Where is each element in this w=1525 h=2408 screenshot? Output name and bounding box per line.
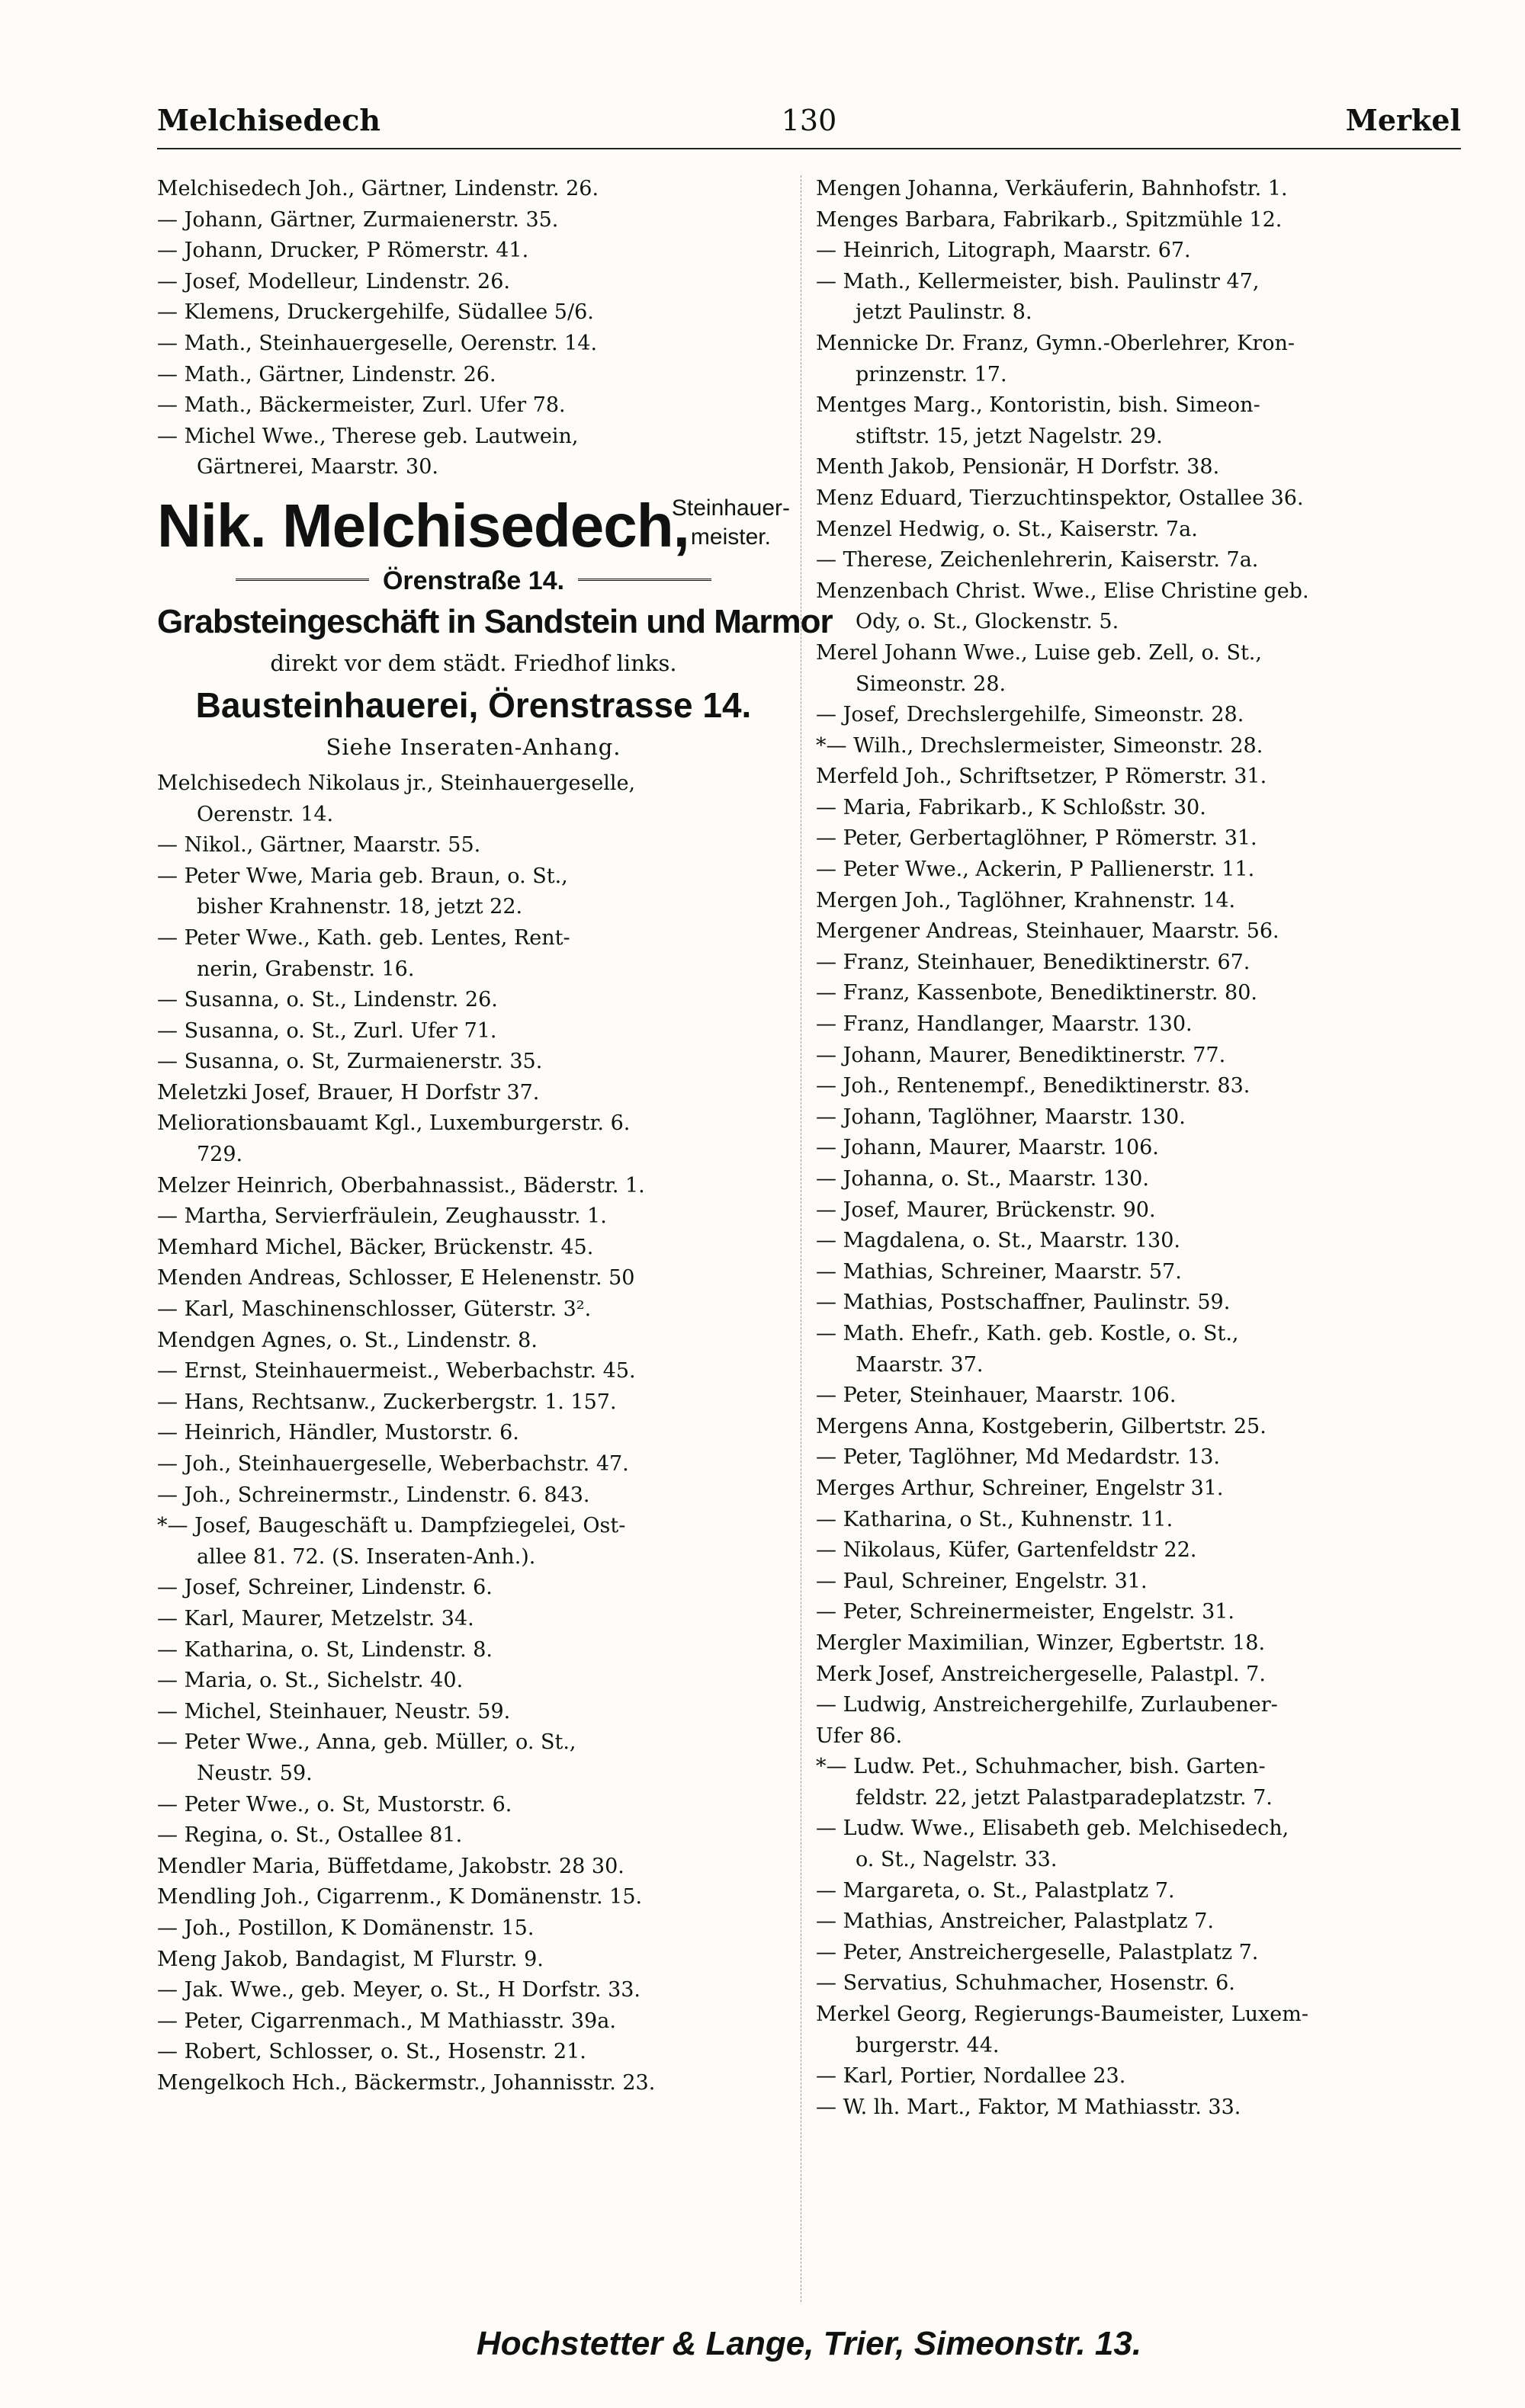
directory-entry: stiftstr. 15, jetzt Nagelstr. 29.: [856, 424, 1163, 448]
directory-entry: Neustr. 59.: [197, 1761, 313, 1785]
directory-entry: Mengelkoch Hch., Bäckermstr., Johannisstr. 23.: [157, 2070, 656, 2095]
directory-entry: — Math., Gärtner, Lindenstr. 26.: [157, 362, 496, 386]
directory-entry: *— Ludw. Pet., Schuhmacher, bish. Garten-: [816, 1755, 1266, 1779]
directory-entry: — Maria, o. St., Sichelstr. 40.: [157, 1669, 464, 1693]
directory-entry: — Peter, Cigarrenmach., M Mathiasstr. 39a.: [157, 2009, 616, 2033]
directory-entry: — Karl, Maurer, Metzelstr. 34.: [157, 1606, 474, 1630]
directory-entry: Mennicke Dr. Franz, Gymn.-Oberlehrer, Kron-: [816, 331, 1295, 355]
right-entries: [816, 174, 1449, 2123]
directory-entry: — Heinrich, Litograph, Maarstr. 67.: [816, 239, 1191, 263]
directory-entry: — Franz, Steinhauer, Benediktinerstr. 67.: [816, 950, 1250, 974]
directory-entry: — Susanna, o. St., Zurl. Ufer 71.: [157, 1018, 497, 1043]
directory-entry: — Math., Kellermeister, bish. Paulinstr 47,: [816, 269, 1260, 293]
directory-entry: — Regina, o. St., Ostallee 81.: [157, 1823, 463, 1848]
directory-entry: *— Wilh., Drechslermeister, Simeonstr. 28.: [816, 733, 1263, 758]
ad-role-line2: meister.: [690, 524, 771, 550]
ad-role-line1: Steinhauer-: [671, 495, 790, 521]
directory-entry: — Joh., Steinhauergeselle, Weberbachstr. 47.: [157, 1452, 629, 1476]
directory-entry: — Mathias, Anstreicher, Palastplatz 7.: [816, 1909, 1214, 1934]
directory-entry: Menzenbach Christ. Wwe., Elise Christine geb.: [816, 579, 1309, 603]
directory-entry: — Peter Wwe, Maria geb. Braun, o. St.,: [157, 864, 568, 888]
directory-entry: Ody, o. St., Glockenstr. 5.: [856, 610, 1119, 634]
directory-entry: — Klemens, Druckergehilfe, Südallee 5/6.: [157, 300, 594, 325]
directory-entry: — Katharina, o St., Kuhnenstr. 11.: [816, 1507, 1173, 1531]
directory-entry: — Peter, Gerbertaglöhner, P Römerstr. 31.: [816, 826, 1257, 851]
directory-entry: — Joh., Rentenempf., Benediktinerstr. 83.: [816, 1074, 1250, 1098]
left-entries-bottom: [157, 768, 790, 2099]
directory-entry: Maarstr. 37.: [856, 1352, 984, 1377]
directory-entry: Mendling Joh., Cigarrenm., K Domänenstr. 15.: [157, 1885, 643, 1909]
directory-entry: Mergen Joh., Taglöhner, Krahnenstr. 14.: [816, 888, 1236, 912]
directory-entry: — Ludwig, Anstreichergehilfe, Zurlaubener-: [816, 1693, 1278, 1717]
directory-entry: — Robert, Schlosser, o. St., Hosenstr. 21.: [157, 2040, 586, 2064]
directory-entry: Meliorationsbauamt Kgl., Luxemburgerstr. 6.: [157, 1111, 631, 1136]
ad-address-text: Örenstraße 14.: [382, 566, 565, 595]
directory-entry: — Martha, Servierfräulein, Zeughausstr. 1.: [157, 1204, 607, 1229]
directory-entry: — Johann, Maurer, Benediktinerstr. 77.: [816, 1043, 1226, 1067]
directory-entry: — Josef, Maurer, Brückenstr. 90.: [816, 1198, 1156, 1222]
directory-entry: Merel Johann Wwe., Luise geb. Zell, o. St.,: [816, 640, 1262, 665]
header-last-entry: Merkel: [1345, 103, 1461, 137]
directory-entry: Oerenstr. 14.: [197, 802, 334, 826]
directory-entry: — Josef, Schreiner, Lindenstr. 6.: [157, 1576, 493, 1600]
directory-entry: Meng Jakob, Bandagist, M Flurstr. 9.: [157, 1947, 544, 1971]
directory-entry: prinzenstr. 17.: [856, 362, 1007, 386]
directory-entry: — Peter, Taglöhner, Md Medardstr. 13.: [816, 1445, 1220, 1470]
directory-entry: Menges Barbara, Fabrikarb., Spitzmühle 12.: [816, 207, 1283, 232]
directory-entry: — Math. Ehefr., Kath. geb. Kostle, o. St.,: [816, 1321, 1239, 1345]
ad-location: direkt vor dem städt. Friedhof links.: [270, 649, 677, 676]
directory-entry: — Ludw. Wwe., Elisabeth geb. Melchisedech,: [816, 1816, 1289, 1841]
directory-entry: — Math., Steinhauergeselle, Oerenstr. 14.: [157, 331, 598, 355]
directory-entry: — Maria, Fabrikarb., K Schloßstr. 30.: [816, 795, 1206, 819]
directory-entry: Merges Arthur, Schreiner, Engelstr 31.: [816, 1476, 1224, 1500]
directory-entry: — Karl, Maschinenschlosser, Güterstr. 3².: [157, 1297, 592, 1322]
directory-entry: Menz Eduard, Tierzuchtinspektor, Ostallee 36.: [816, 486, 1304, 510]
directory-entry: — Peter Wwe., o. St, Mustorstr. 6.: [157, 1792, 512, 1816]
header-rule: [157, 148, 1461, 149]
directory-entry: — Josef, Modelleur, Lindenstr. 26.: [157, 269, 510, 293]
directory-entry: — Magdalena, o. St., Maarstr. 130.: [816, 1229, 1180, 1253]
directory-entry: — Joh., Postillon, K Domänenstr. 15.: [157, 1916, 535, 1940]
directory-entry: — Franz, Kassenbote, Benediktinerstr. 80.: [816, 981, 1257, 1005]
directory-entry: — Peter, Schreinermeister, Engelstr. 31.: [816, 1600, 1235, 1624]
directory-entry: — Peter, Steinhauer, Maarstr. 106.: [816, 1384, 1177, 1408]
directory-entry: Melchisedech Nikolaus jr., Steinhauergeselle,: [157, 771, 636, 795]
ad-business-type: Grabsteingeschäft in Sandstein und Marmor: [157, 602, 833, 640]
directory-entry: allee 81. 72. (S. Inseraten-Anh.).: [197, 1544, 536, 1569]
ad-address: [157, 564, 790, 598]
directory-entry: Mergener Andreas, Steinhauer, Maarstr. 56.: [816, 919, 1279, 944]
directory-entry: Melzer Heinrich, Oberbahnassist., Bäderstr. 1.: [157, 1173, 645, 1198]
directory-entry: Menzel Hedwig, o. St., Kaiserstr. 7a.: [816, 517, 1198, 541]
directory-entry: — Susanna, o. St., Lindenstr. 26.: [157, 988, 498, 1012]
directory-entry: — Math., Bäckermeister, Zurl. Ufer 78.: [157, 393, 566, 418]
directory-entry: Gärtnerei, Maarstr. 30.: [197, 455, 438, 479]
directory-entry: — Susanna, o. St, Zurmaienerstr. 35.: [157, 1050, 543, 1074]
directory-entry: burgerstr. 44.: [856, 2033, 1000, 2057]
directory-entry: — Josef, Drechslergehilfe, Simeonstr. 28.: [816, 703, 1244, 727]
directory-entry: — Peter Wwe., Anna, geb. Müller, o. St.,: [157, 1730, 576, 1755]
directory-entry: Mentges Marg., Kontoristin, bish. Simeon-: [816, 393, 1260, 418]
directory-entry: — Johann, Drucker, P Römerstr. 41.: [157, 239, 529, 263]
directory-entry: Menth Jakob, Pensionär, H Dorfstr. 38.: [816, 455, 1220, 479]
directory-entry: Mendler Maria, Büffetdame, Jakobstr. 28 30.: [157, 1854, 624, 1878]
directory-entry: Merkel Georg, Regierungs-Baumeister, Luxem-: [816, 2002, 1308, 2027]
directory-entry: — Michel Wwe., Therese geb. Lautwein,: [157, 424, 579, 448]
directory-entry: — Peter Wwe., Ackerin, P Pallienerstr. 11.: [816, 858, 1255, 882]
directory-entry: — Nikolaus, Küfer, Gartenfeldstr 22.: [816, 1538, 1197, 1563]
directory-entry: — Therese, Zeichenlehrerin, Kaiserstr. 7a.: [816, 548, 1259, 572]
directory-entry: 729.: [197, 1143, 243, 1167]
ad-rule-right: [578, 579, 711, 582]
ad-role: [672, 494, 790, 552]
directory-entry: — Johann, Maurer, Maarstr. 106.: [816, 1136, 1159, 1160]
directory-entry: bisher Krahnenstr. 18, jetzt 22.: [197, 895, 523, 919]
left-column: [157, 174, 833, 2099]
directory-entry: — Joh., Schreinermstr., Lindenstr. 6. 843.: [157, 1483, 590, 1507]
directory-entry: — Franz, Handlanger, Maarstr. 130.: [816, 1012, 1193, 1037]
directory-entry: — Nikol., Gärtner, Maarstr. 55.: [157, 833, 481, 858]
directory-entry: *— Josef, Baugeschäft u. Dampfziegelei, Ost-: [157, 1514, 626, 1538]
directory-entry: — Karl, Portier, Nordallee 23.: [816, 2064, 1126, 2089]
directory-entry: jetzt Paulinstr. 8.: [856, 300, 1032, 325]
directory-entry: Melchisedech Joh., Gärtner, Lindenstr. 26.: [157, 177, 599, 200]
directory-entry: — Johanna, o. St., Maarstr. 130.: [816, 1167, 1149, 1191]
directory-entry: — Ernst, Steinhauermeist., Weberbachstr. 45.: [157, 1359, 636, 1384]
directory-entry: Simeonstr. 28.: [856, 672, 1006, 696]
directory-entry: Menden Andreas, Schlosser, E Helenenstr. 50: [157, 1266, 635, 1291]
ad-reference: Siehe Inseraten-Anhang.: [326, 733, 621, 760]
ad-workshop: Bausteinhauerei, Örenstrasse 14.: [195, 685, 752, 725]
directory-entry: Mergens Anna, Kostgeberin, Gilbertstr. 25.: [816, 1414, 1267, 1438]
ad-headline: [157, 488, 790, 564]
directory-entry: — Peter, Anstreichergeselle, Palastplatz 7.: [816, 1940, 1259, 1964]
directory-entry: Mengen Johanna, Verkäuferin, Bahnhofstr. 1.: [816, 177, 1288, 200]
directory-entry: — Mathias, Postschaffner, Paulinstr. 59.: [816, 1291, 1231, 1315]
page-number: 130: [781, 104, 837, 137]
ad-rule-left: [236, 579, 369, 582]
directory-entry: Merk Josef, Anstreichergeselle, Palastpl. 7.: [816, 1662, 1266, 1686]
directory-entry: — Mathias, Schreiner, Maarstr. 57.: [816, 1259, 1182, 1284]
directory-entry: o. St., Nagelstr. 33.: [856, 1848, 1058, 1872]
directory-entry: — Margareta, o. St., Palastplatz 7.: [816, 1878, 1175, 1903]
directory-entry: Merfeld Joh., Schriftsetzer, P Römerstr. 31.: [816, 765, 1267, 789]
page-header: [157, 98, 1461, 143]
directory-entry: nerin, Grabenstr. 16.: [197, 957, 415, 981]
directory-entry: — W. lh. Mart., Faktor, M Mathiasstr. 33.: [816, 2095, 1241, 2119]
advertisement: [157, 488, 833, 764]
directory-entry: — Katharina, o. St, Lindenstr. 8.: [157, 1637, 493, 1662]
ad-business-name: Nik. Melchisedech,: [157, 491, 689, 560]
directory-entry: feldstr. 22, jetzt Palastparadeplatzstr. 7.: [856, 1785, 1273, 1810]
directory-entry: Mendgen Agnes, o. St., Lindenstr. 8.: [157, 1328, 538, 1352]
directory-entry: — Paul, Schreiner, Engelstr. 31.: [816, 1569, 1148, 1593]
printer-footer: Hochstetter & Lange, Trier, Simeonstr. 13.: [476, 2325, 1142, 2362]
directory-entry: Ufer 86.: [816, 1723, 903, 1748]
directory-entry: Memhard Michel, Bäcker, Brückenstr. 45.: [157, 1235, 594, 1259]
header-first-entry: Melchisedech: [157, 103, 380, 137]
directory-entry: — Jak. Wwe., geb. Meyer, o. St., H Dorfstr. 33.: [157, 1978, 641, 2002]
directory-entry: Mergler Maximilian, Winzer, Egbertstr. 18.: [816, 1630, 1266, 1655]
directory-entry: — Johann, Taglöhner, Maarstr. 130.: [816, 1105, 1186, 1129]
left-entries-top: [157, 174, 790, 483]
directory-entry: Meletzki Josef, Brauer, H Dorfstr 37.: [157, 1080, 540, 1105]
directory-entry: — Heinrich, Händler, Mustorstr. 6.: [157, 1421, 519, 1445]
right-column: [816, 174, 1449, 2123]
directory-entry: — Hans, Rechtsanw., Zuckerbergstr. 1. 157.: [157, 1390, 617, 1414]
directory-entry: — Peter Wwe., Kath. geb. Lentes, Rent-: [157, 925, 570, 950]
directory-entry: — Johann, Gärtner, Zurmaienerstr. 35.: [157, 207, 559, 232]
directory-entry: — Servatius, Schuhmacher, Hosenstr. 6.: [816, 1971, 1235, 1996]
directory-entry: — Michel, Steinhauer, Neustr. 59.: [157, 1699, 511, 1723]
